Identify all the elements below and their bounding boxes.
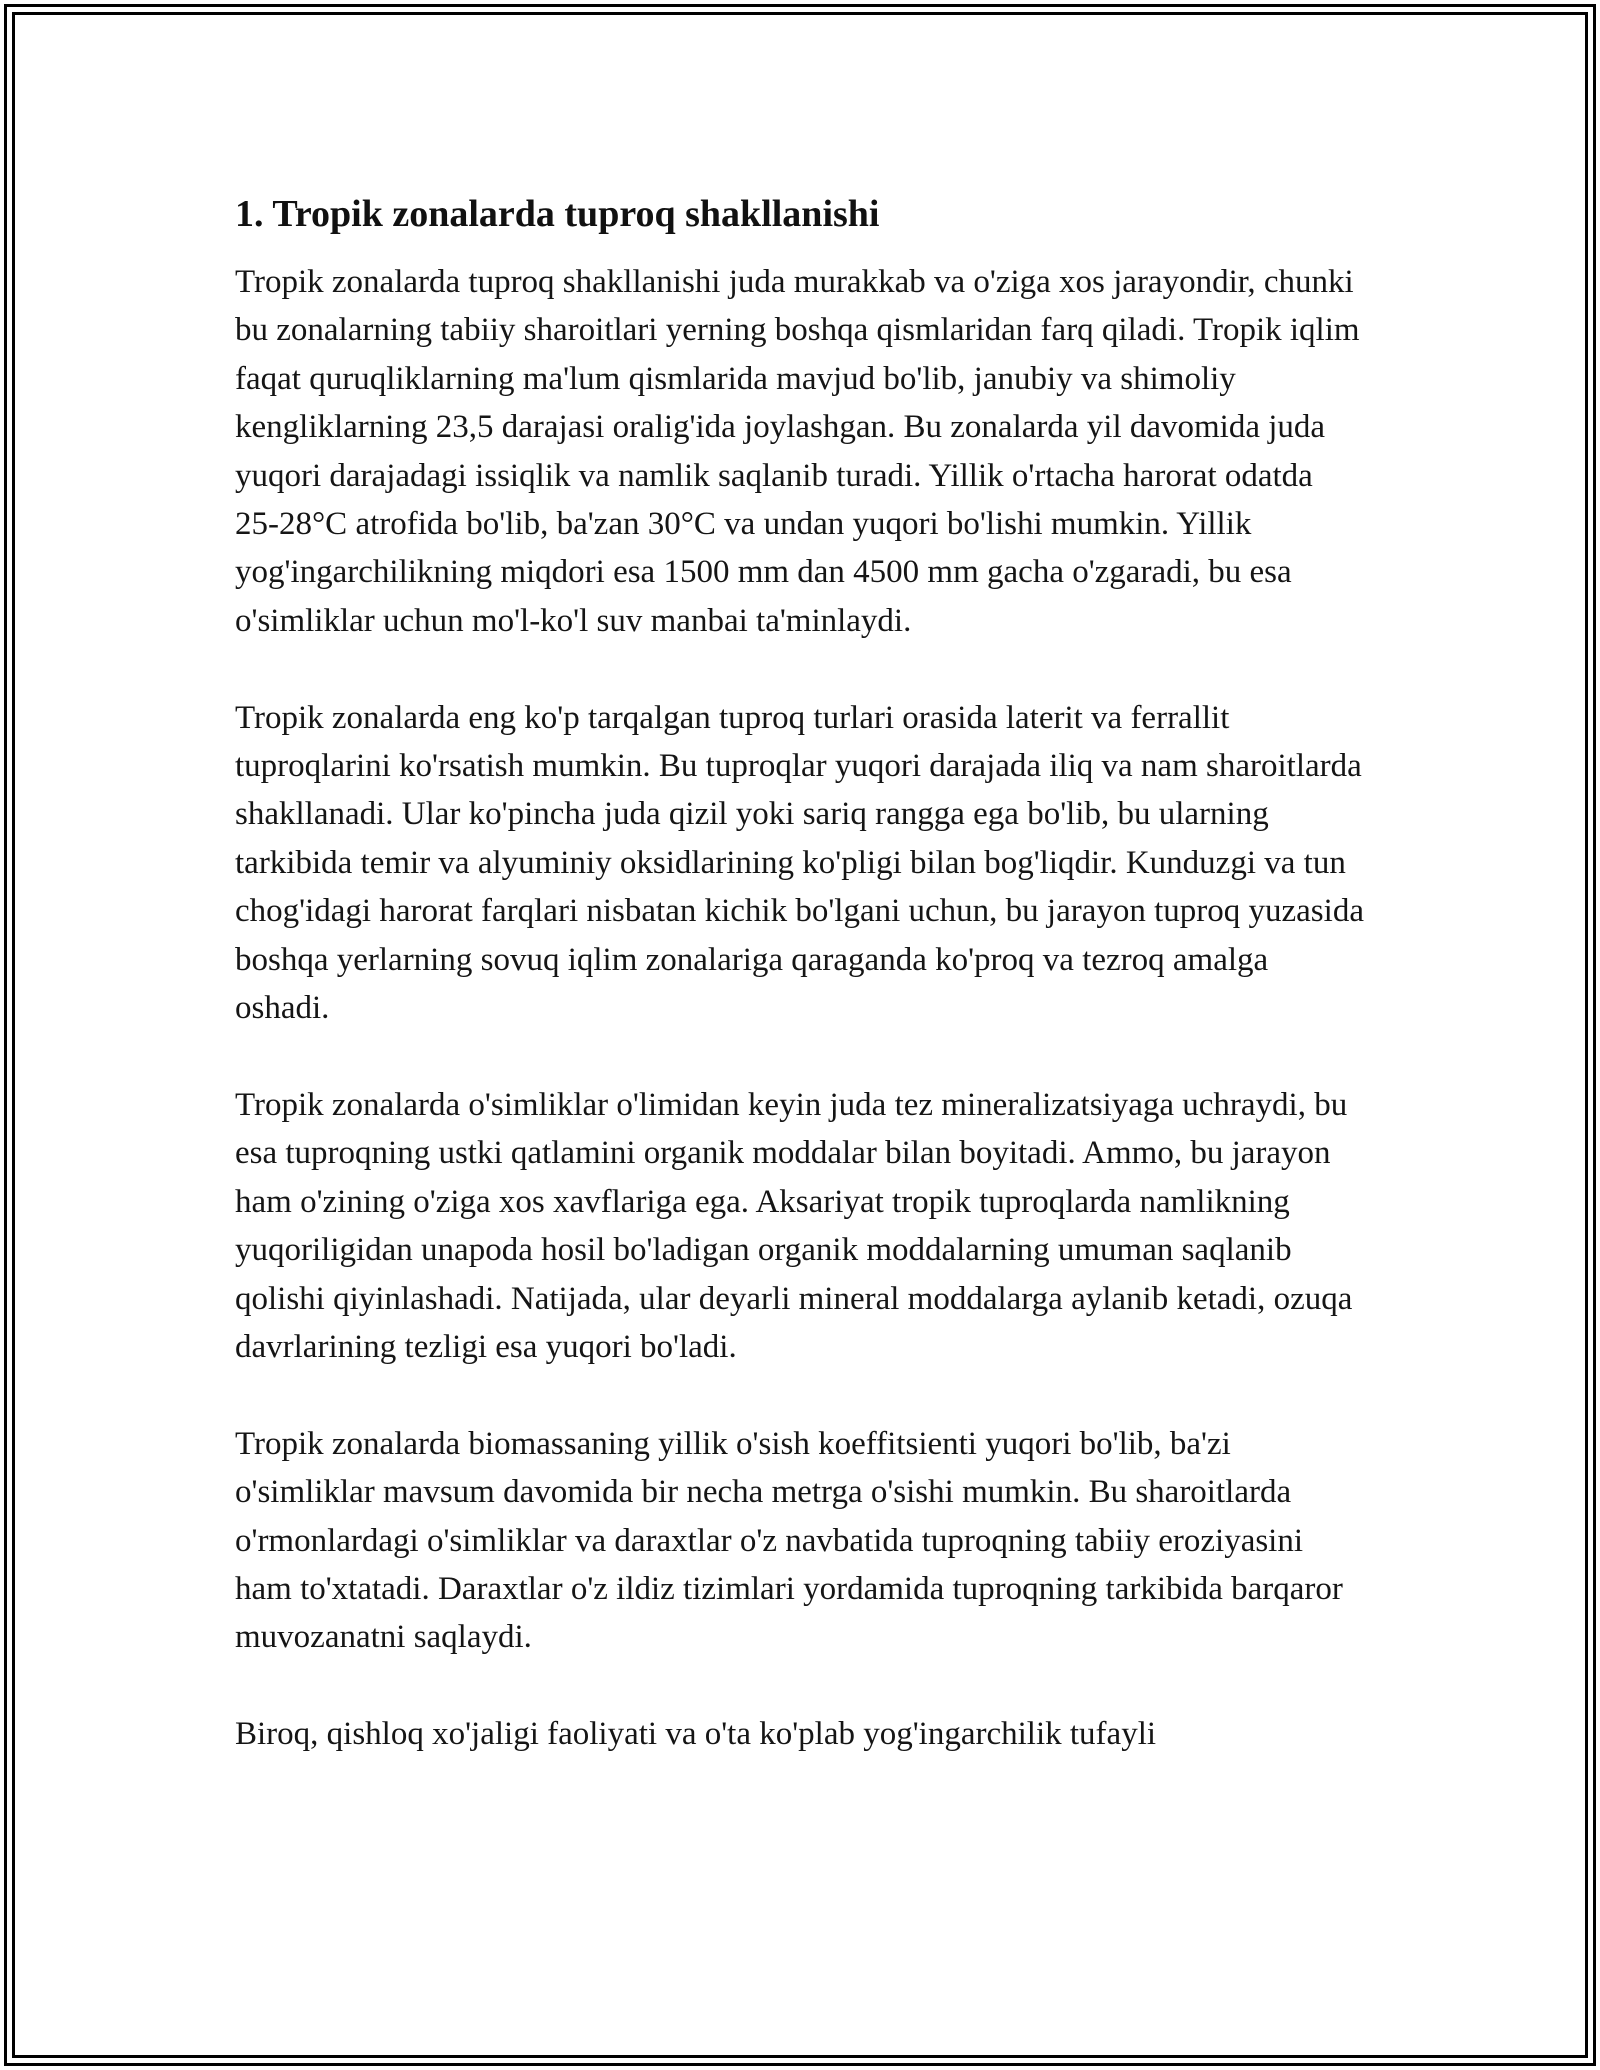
paragraph-1: Tropik zonalarda tuproq shakllanishi juda murakkab va o'ziga xos jarayondir, chunki bu zonalarning tabiiy sharoitlari yerning boshqa qismlaridan farq qiladi. Tropik iqlim faqat quruqliklarning ma'lum qismlarida mavjud bo'lib, janubiy va shimoliy kengliklarning 23,5 darajasi oralig'ida joylashgan. Bu zonalarda yil davomida juda yuqori darajadagi issiqlik va namlik saqlanib turadi. Yillik o'rtacha harorat odatda 25-28°C atrofida bo'lib, ba'zan 30°C va undan yuqori bo'lishi mumkin. Yillik yog'ingarchilikning miqdori esa 1500 mm dan 4500 mm gacha o'zgaradi, bu esa o'simliklar uchun mo'l-ko'l suv manbai ta'minlaydi. bbox=[235, 264, 1360, 639]
paragraph-3: Tropik zonalarda o'simliklar o'limidan keyin juda tez mineralizatsiyaga uchraydi, bu esa tuproqning ustki qatlamini organik moddalar bilan boyitadi. Ammo, bu jarayon ham o'zining o'ziga xos xavflariga ega. Aksariyat tropik tuproqlarda namlikning yuqoriligidan unapoda hosil bo'ladigan organik moddalarning umuman saqlanib qolishi qiyinlashadi. Natijada, ular deyarli mineral moddalarga aylanib ketadi, ozuqa davrlarining tezligi esa yuqori bo'ladi. bbox=[235, 1086, 1353, 1365]
paragraph-2: Tropik zonalarda eng ko'p tarqalgan tuproq turlari orasida laterit va ferrallit tuproqlarini ko'rsatish mumkin. Bu tuproqlar yuqori darajada iliq va nam sharoitlarda shakllanadi. Ular ko'pincha juda qizil yoki sariq rangga ega bo'lib, bu ularning tarkibida temir va alyuminiy oksidlarining ko'pligi bilan bog'liqdir. Kunduzgi va tun chog'idagi harorat farqlari nisbatan kichik bo'lgani uchun, bu jarayon tuproq yuzasida boshqa yerlarning sovuq iqlim zonalariga qaraganda ko'proq va tezroq amalga oshadi. bbox=[235, 699, 1364, 1027]
paragraph-4: Tropik zonalarda biomassaning yillik o'sish koeffitsienti yuqori bo'lib, ba'zi o'simliklar mavsum davomida bir necha metrga o'sishi mumkin. Bu sharoitlarda o'rmonlardagi o'simliklar va daraxtlar o'z navbatida tuproqning tabiiy eroziyasini ham to'xtatadi. Daraxtlar o'z ildiz tizimlari yordamida tuproqning tarkibida barqaror muvozanatni saqlaydi. bbox=[235, 1425, 1343, 1656]
paragraph-5: Biroq, qishloq xo'jaligi faoliyati va o'ta ko'plab yog'ingarchilik tufayli bbox=[235, 1716, 1157, 1753]
section-heading: 1. Tropik zonalarda tuproq shakllanishi bbox=[235, 193, 880, 235]
document-body bbox=[235, 180, 1365, 1807]
